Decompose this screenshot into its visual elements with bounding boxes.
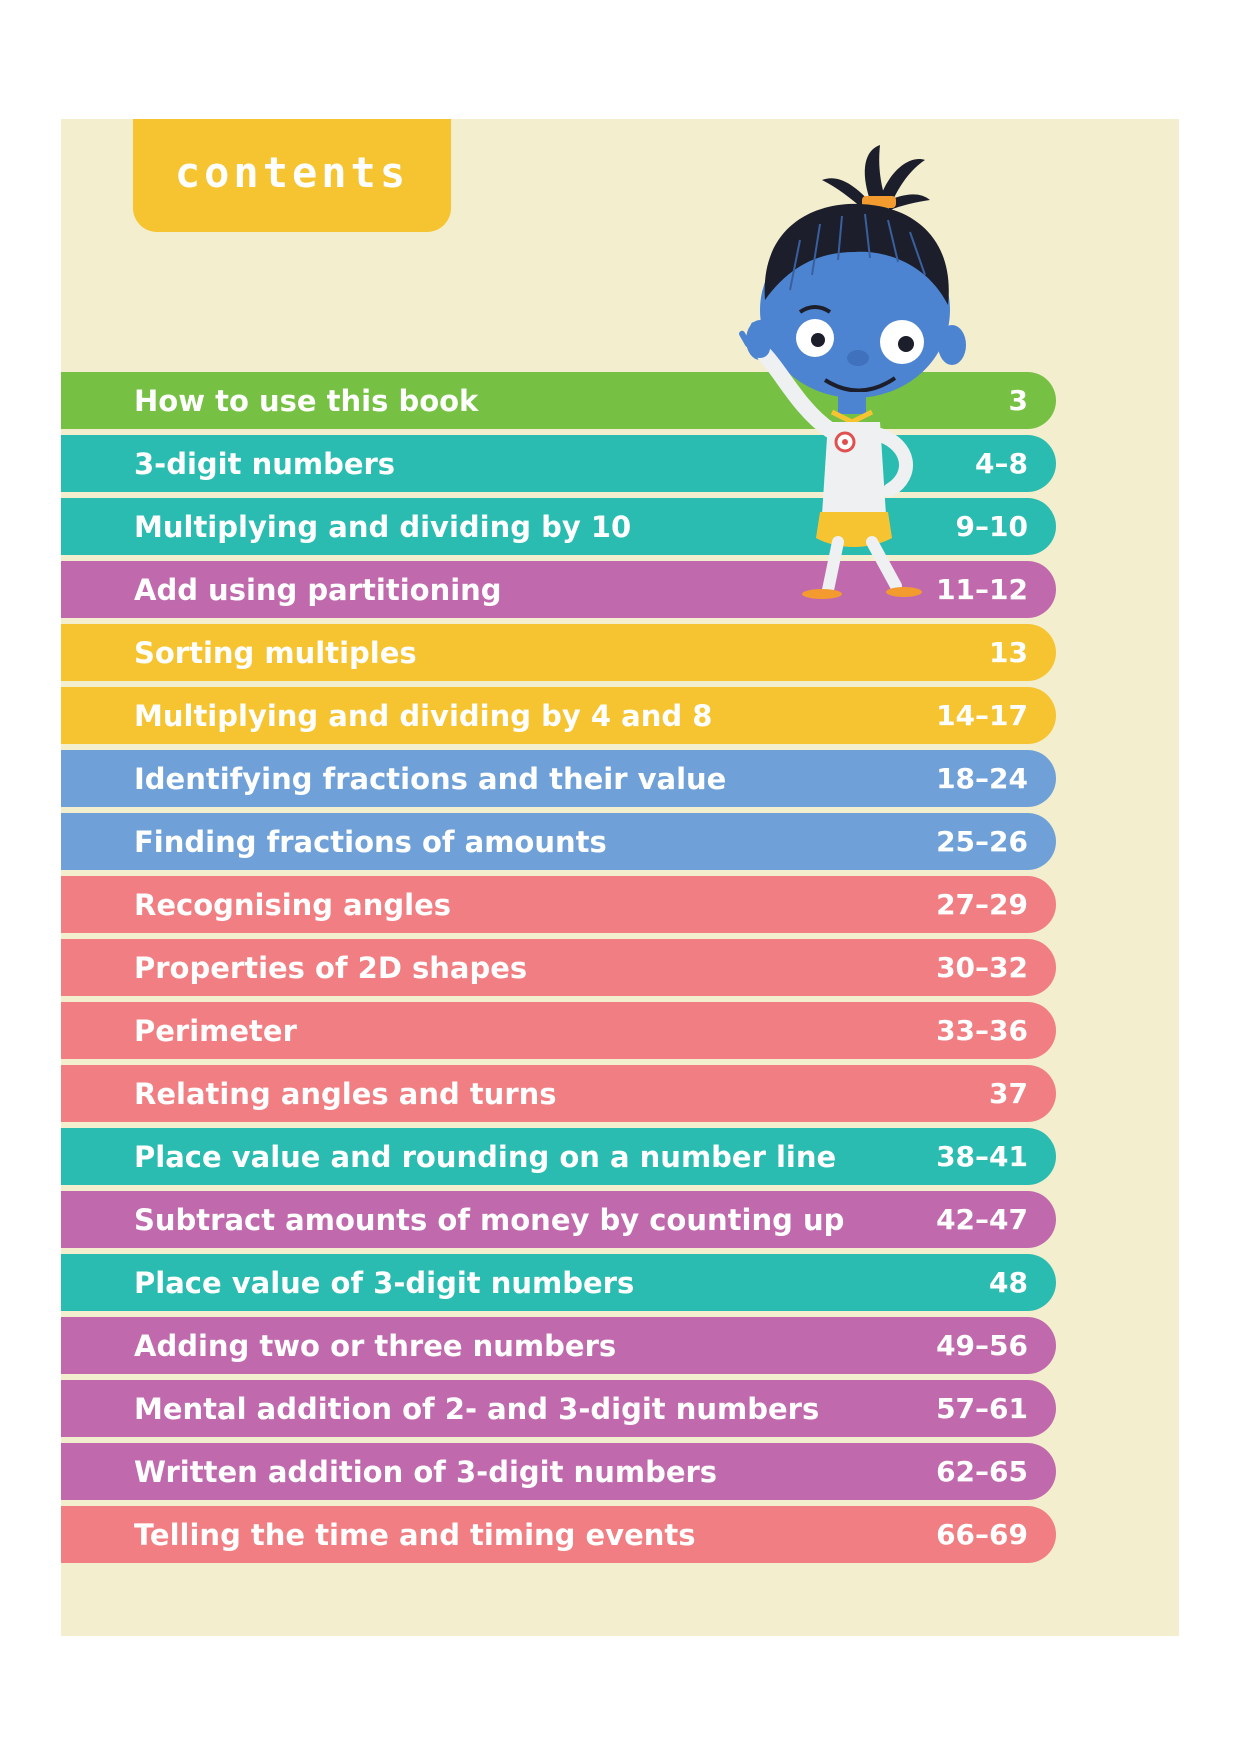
toc-entry-title: Add using partitioning [134, 572, 502, 607]
toc-row[interactable] [61, 1380, 1056, 1437]
toc-entry-pages: 66–69 [936, 1518, 1028, 1551]
toc-row[interactable] [61, 1002, 1056, 1059]
toc-entry-pages: 49–56 [936, 1329, 1028, 1362]
toc-entry-title: Identifying fractions and their value [134, 761, 727, 796]
toc-row[interactable] [61, 1191, 1056, 1248]
toc-entry-title: Place value and rounding on a number line [134, 1139, 837, 1174]
toc-row[interactable] [61, 624, 1056, 681]
contents-heading-tab [133, 119, 451, 232]
toc-entry-title: Recognising angles [134, 887, 452, 922]
toc-entry-pages: 4–8 [975, 447, 1028, 480]
toc-entry-title: Mental addition of 2- and 3-digit numbers [134, 1391, 820, 1426]
toc-entry-pages: 62–65 [936, 1455, 1028, 1488]
toc-entry-pages: 18–24 [936, 762, 1028, 795]
toc-row[interactable] [61, 813, 1056, 870]
toc-entry-pages: 27–29 [936, 888, 1028, 921]
toc-entry-title: Properties of 2D shapes [134, 950, 528, 985]
toc-row[interactable] [61, 1254, 1056, 1311]
toc-entry-pages: 30–32 [936, 951, 1028, 984]
page-title: contents [174, 148, 410, 197]
toc-entry-pages: 14–17 [936, 699, 1028, 732]
toc-entry-title: Adding two or three numbers [134, 1328, 617, 1363]
toc-entry-pages: 3 [1008, 384, 1028, 417]
toc-row[interactable] [61, 1443, 1056, 1500]
toc-entry-title: Place value of 3-digit numbers [134, 1265, 635, 1300]
toc-row[interactable] [61, 1065, 1056, 1122]
toc-entry-title: How to use this book [134, 383, 479, 418]
toc-entry-title: Sorting multiples [134, 635, 417, 670]
toc-row[interactable] [61, 1317, 1056, 1374]
toc-entry-title: Multiplying and dividing by 4 and 8 [134, 698, 713, 733]
toc-entry-pages: 11–12 [936, 573, 1028, 606]
toc-entry-title: Subtract amounts of money by counting up [134, 1202, 845, 1237]
toc-entry-title: Telling the time and timing events [134, 1517, 696, 1552]
toc-entry-pages: 48 [989, 1266, 1028, 1299]
toc-row[interactable] [61, 1506, 1056, 1563]
toc-row[interactable] [61, 876, 1056, 933]
cartoon-alien-kid-icon [720, 140, 970, 600]
toc-entry-title: Written addition of 3-digit numbers [134, 1454, 718, 1489]
toc-entry-pages: 37 [989, 1077, 1028, 1110]
toc-entry-pages: 42–47 [936, 1203, 1028, 1236]
toc-entry-title: Finding fractions of amounts [134, 824, 607, 859]
toc-entry-pages: 13 [989, 636, 1028, 669]
toc-entry-title: Perimeter [134, 1013, 297, 1048]
toc-entry-pages: 25–26 [936, 825, 1028, 858]
toc-row[interactable] [61, 1128, 1056, 1185]
toc-entry-title: Multiplying and dividing by 10 [134, 509, 632, 544]
toc-entry-title: Relating angles and turns [134, 1076, 557, 1111]
toc-entry-pages: 38–41 [936, 1140, 1028, 1173]
toc-entry-title: 3-digit numbers [134, 446, 396, 481]
toc-entry-pages: 33–36 [936, 1014, 1028, 1047]
toc-row[interactable] [61, 939, 1056, 996]
toc-row[interactable] [61, 750, 1056, 807]
toc-row[interactable] [61, 687, 1056, 744]
toc-entry-pages: 9–10 [955, 510, 1028, 543]
toc-entry-pages: 57–61 [936, 1392, 1028, 1425]
